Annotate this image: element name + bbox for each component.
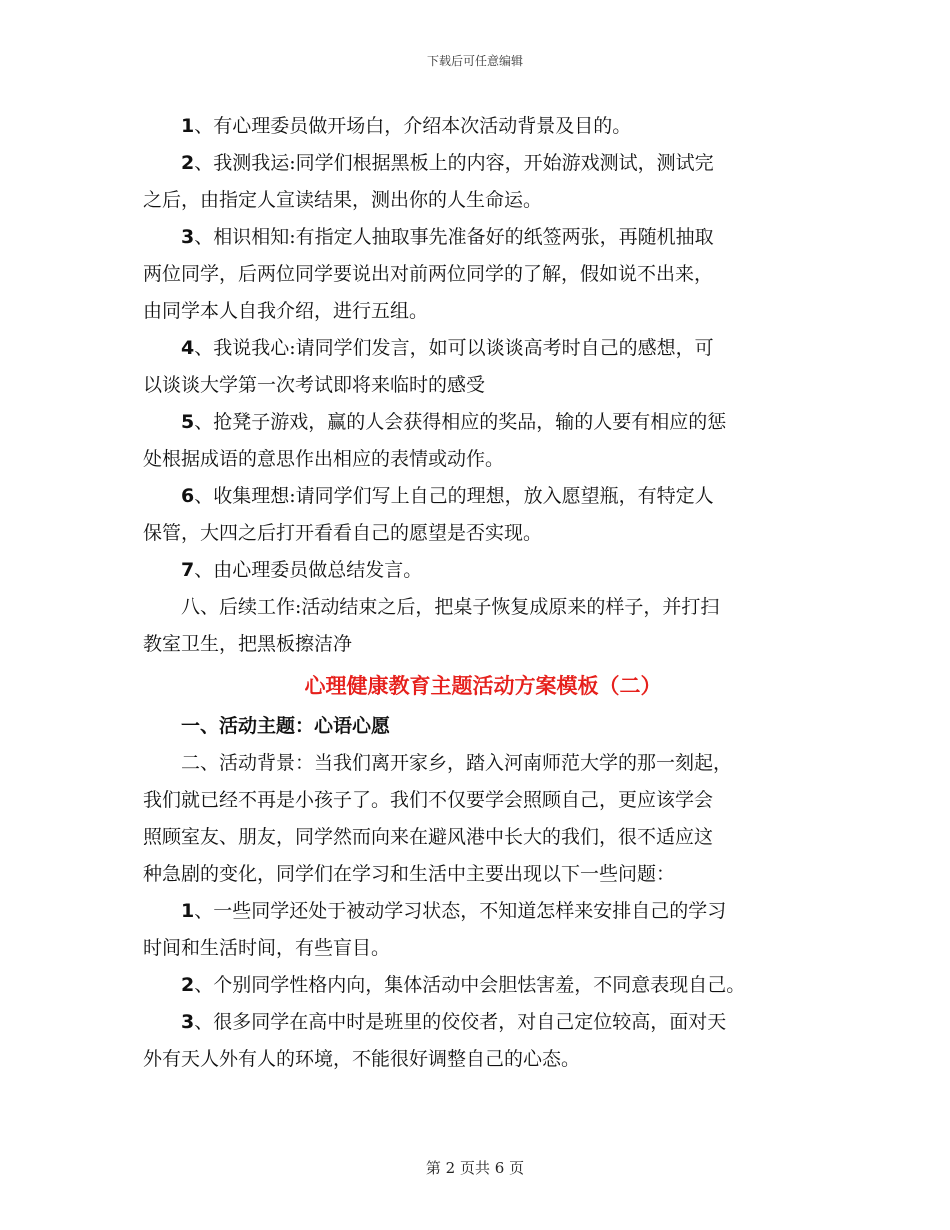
item-number: 2 [181,152,195,174]
step-item-line [143,182,823,219]
step-item-line [143,219,823,256]
step-item-line [143,515,823,552]
step-item-line [143,293,823,330]
followup-line-1: 八、后续工作:活动结束之后，把桌子恢复成原来的样子，并打扫 [181,596,720,618]
item-text: 以谈谈大学第一次考试即将来临时的感受 [143,374,486,396]
item-text: 、很多同学在高中时是班里的佼佼者，对自己定位较高，面对天 [194,1011,727,1033]
document-body [143,108,823,1078]
item-text: 时间和生活时间，有些盲目。 [143,937,391,959]
step-item-line [143,441,823,478]
step-item [143,145,823,219]
item-text: 两位同学，后两位同学要说出对前两位同学的了解，假如说不出来， [143,263,714,285]
item-text: 、我测我运:同学们根据黑板上的内容，开始游戏测试，测试完 [194,152,714,174]
problem-item-line [143,930,823,967]
step-item-line [143,145,823,182]
page-footer: 第 2 页共 6 页 [425,1159,525,1177]
item-text: 、抢凳子游戏，赢的人会获得相应的奖品，输的人要有相应的惩 [194,411,727,433]
item-text: 处根据成语的意思作出相应的表情或动作。 [143,448,505,470]
item-text: 、由心理委员做总结发言。 [194,559,423,581]
item-number: 4 [181,337,195,359]
background-paragraph [143,745,823,893]
problem-item-line [143,893,823,930]
step-item-line [143,404,823,441]
followup-line-2: 教室卫生，把黑板擦洁净 [143,633,353,655]
background-line-1: 二、活动背景：当我们离开家乡，踏入河南师范大学的那一刻起， [181,752,733,774]
step-item [143,108,823,145]
activity-theme-heading: 一、活动主题：心语心愿 [181,715,391,737]
item-text: 、一些同学还处于被动学习状态，不知道怎样来安排自己的学习 [194,900,727,922]
problem-item-line [143,1041,823,1078]
item-text: 、收集理想:请同学们写上自己的理想，放入愿望瓶，有特定人 [194,485,714,507]
problem-item [143,967,823,1004]
step-item-line [143,108,823,145]
item-text: 之后，由指定人宣读结果，测出你的人生命运。 [143,189,543,211]
step-item-line [143,330,823,367]
problem-item-line [143,1004,823,1041]
step-item-line [143,478,823,515]
problem-item [143,1004,823,1078]
background-line-3: 照顾室友、朋友，同学然而向来在避风港中长大的我们，很不适应这 [143,826,714,848]
step-item-line [143,256,823,293]
item-number: 2 [181,974,195,996]
item-text: 、个别同学性格内向，集体活动中会胆怯害羞，不同意表现自己。 [194,974,746,996]
step-item [143,330,823,404]
item-number: 3 [181,1011,195,1033]
problem-item-line [143,967,823,1004]
item-text: 外有天人外有人的环境，不能很好调整自己的心态。 [143,1048,581,1070]
item-number: 7 [181,559,195,581]
step-item [143,404,823,478]
step-item-line [143,552,823,589]
item-number: 1 [181,900,195,922]
step-item [143,552,823,589]
item-number: 1 [181,115,195,137]
step-item [143,219,823,330]
problems-list [143,893,823,1078]
background-line-2: 我们就已经不再是小孩子了。我们不仅要学会照顾自己，更应该学会 [143,789,714,811]
item-number: 5 [181,411,195,433]
item-text: 由同学本人自我介绍，进行五组。 [143,300,429,322]
item-number: 6 [181,485,195,507]
item-text: 、有心理委员做开场白，介绍本次活动背景及目的。 [194,115,632,137]
step-item [143,478,823,552]
item-text: 保管，大四之后打开看看自己的愿望是否实现。 [143,522,543,544]
problem-item [143,893,823,967]
activity-steps-list [143,108,823,589]
item-text: 、我说我心:请同学们发言，如可以谈谈高考时自己的感想，可 [194,337,714,359]
background-line-4: 种急剧的变化，同学们在学习和生活中主要出现以下一些问题： [143,863,676,885]
step-item-line [143,367,823,404]
followup-paragraph [143,589,823,663]
item-text: 、相识相知:有指定人抽取事先准备好的纸签两张，再随机抽取 [194,226,714,248]
item-number: 3 [181,226,195,248]
page-header: 下载后可任意编辑 [426,54,523,68]
section-title: 心理健康教育主题活动方案模板（二） [304,674,662,698]
